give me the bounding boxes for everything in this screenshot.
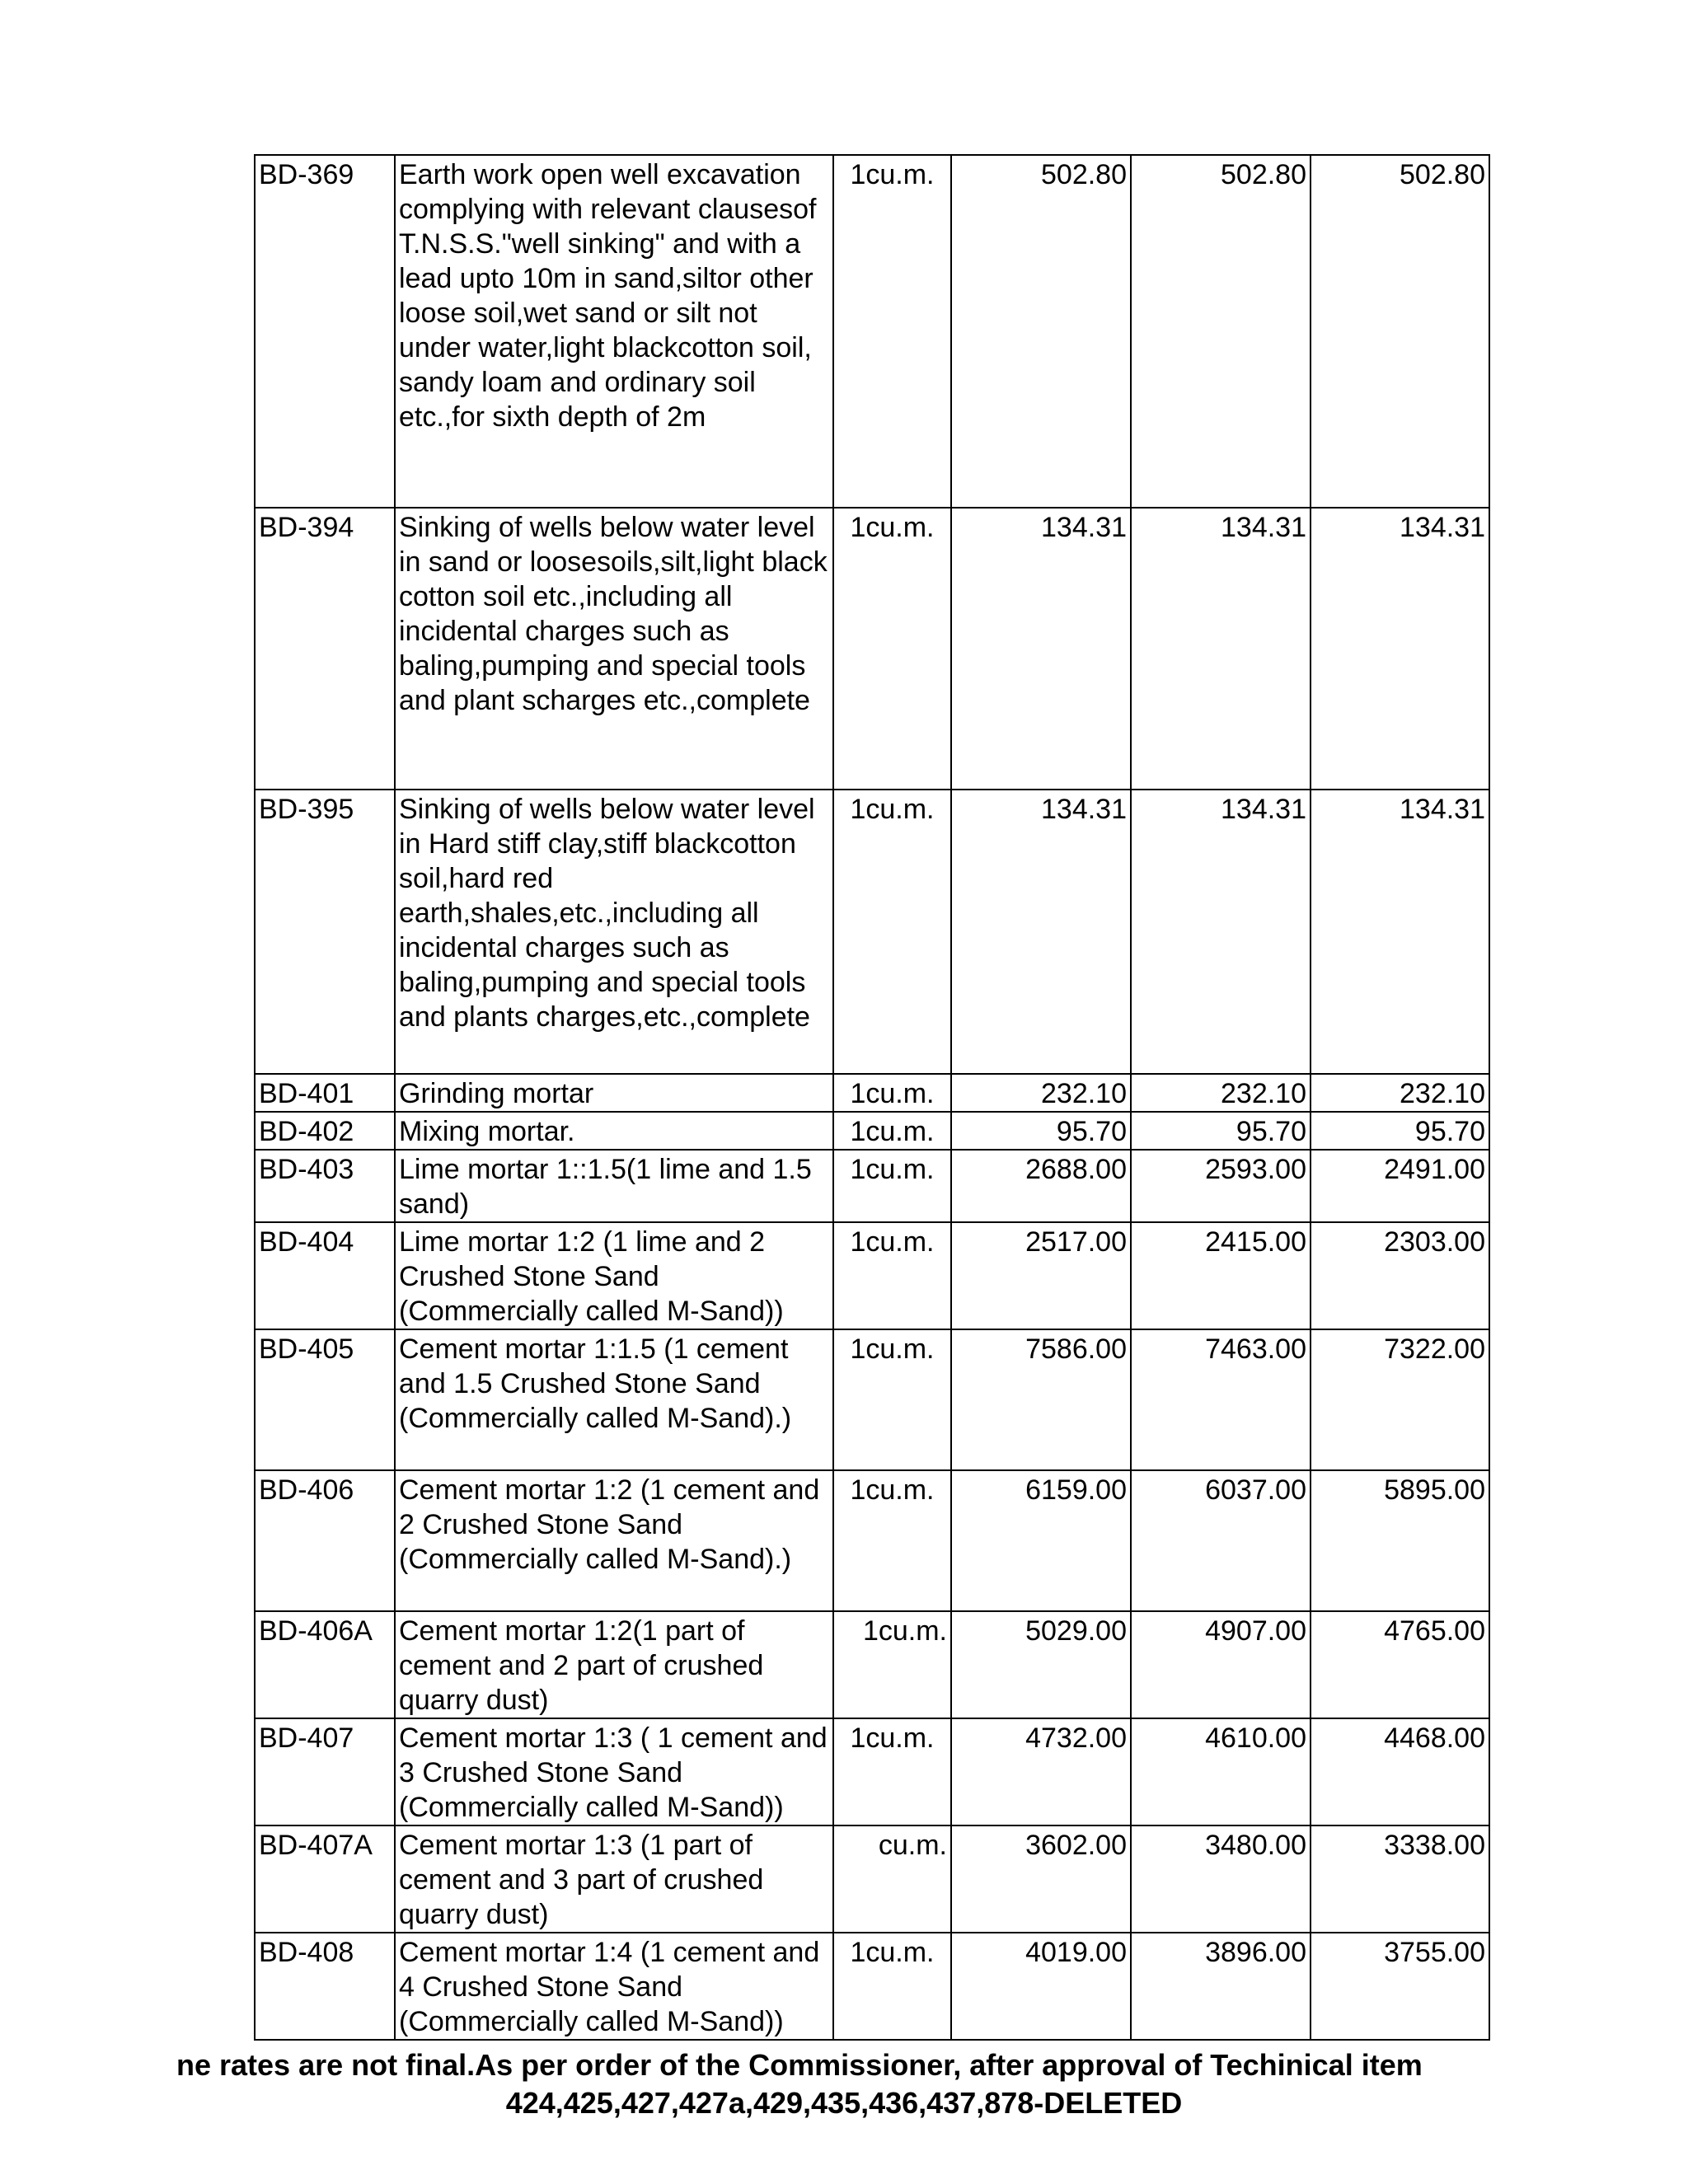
- item-rate-3: 2491.00: [1311, 1150, 1489, 1222]
- item-unit: cu.m.: [833, 1825, 951, 1933]
- item-rate-1: 134.31: [951, 508, 1131, 790]
- item-rate-2: 502.80: [1131, 155, 1311, 508]
- item-description: Grinding mortar: [395, 1074, 833, 1112]
- item-unit: 1cu.m.: [833, 508, 951, 790]
- item-code: BD-394: [255, 508, 395, 790]
- item-code: BD-406A: [255, 1611, 395, 1718]
- item-rate-2: 3896.00: [1131, 1933, 1311, 2040]
- item-description: Cement mortar 1:4 (1 cement and 4 Crushed Stone Sand (Commercially called M-Sand)): [395, 1933, 833, 2040]
- item-rate-3: 4468.00: [1311, 1718, 1489, 1825]
- item-code: BD-404: [255, 1222, 395, 1329]
- item-description: Cement mortar 1:1.5 (1 cement and 1.5 Crushed Stone Sand (Commercially called M-Sand).): [395, 1329, 833, 1470]
- table-row: [255, 1112, 1489, 1150]
- rates-table: [254, 154, 1490, 2041]
- item-rate-2: 232.10: [1131, 1074, 1311, 1112]
- item-code: BD-403: [255, 1150, 395, 1222]
- item-rate-1: 6159.00: [951, 1470, 1131, 1611]
- item-description: Sinking of wells below water level in Hard stiff clay,stiff blackcotton soil,hard red earth,shales,etc.,including all incidental charges such as baling,pumping and special tools and plants charges,etc.,complete: [395, 790, 833, 1074]
- table-row: [255, 155, 1489, 508]
- item-rate-1: 2517.00: [951, 1222, 1131, 1329]
- item-description: Cement mortar 1:3 ( 1 cement and 3 Crushed Stone Sand (Commercially called M-Sand)): [395, 1718, 833, 1825]
- item-rate-1: 3602.00: [951, 1825, 1131, 1933]
- item-rate-1: 5029.00: [951, 1611, 1131, 1718]
- table-row: [255, 1074, 1489, 1112]
- item-code: BD-395: [255, 790, 395, 1074]
- item-rate-2: 4610.00: [1131, 1718, 1311, 1825]
- table-row: [255, 1470, 1489, 1611]
- item-rate-2: 2415.00: [1131, 1222, 1311, 1329]
- item-description: Earth work open well excavation complying with relevant clausesof T.N.S.S."well sinking" and with a lead upto 10m in sand,siltor other loose soil,wet sand or silt not under water,light blackcotton soil, sandy loam and ordinary soil etc.,for sixth depth of 2m: [395, 155, 833, 508]
- item-unit: 1cu.m.: [833, 155, 951, 508]
- item-rate-2: 95.70: [1131, 1112, 1311, 1150]
- item-code: BD-369: [255, 155, 395, 508]
- item-rate-2: 4907.00: [1131, 1611, 1311, 1718]
- item-rate-2: 134.31: [1131, 508, 1311, 790]
- item-rate-3: 5895.00: [1311, 1470, 1489, 1611]
- footer-note-line-2: 424,425,427,427a,429,435,436,437,878-DELETED: [505, 2086, 1183, 2120]
- item-unit: 1cu.m.: [833, 1933, 951, 2040]
- table-row: [255, 1222, 1489, 1329]
- item-unit: 1cu.m.: [833, 1718, 951, 1825]
- table-row: [255, 1150, 1489, 1222]
- item-code: BD-407: [255, 1718, 395, 1825]
- item-unit: 1cu.m.: [833, 1222, 951, 1329]
- table-row: [255, 1825, 1489, 1933]
- item-rate-1: 2688.00: [951, 1150, 1131, 1222]
- item-description: Mixing mortar.: [395, 1112, 833, 1150]
- item-unit: 1cu.m.: [833, 1112, 951, 1150]
- item-code: BD-406: [255, 1470, 395, 1611]
- item-description: Lime mortar 1:2 (1 lime and 2 Crushed Stone Sand (Commercially called M-Sand)): [395, 1222, 833, 1329]
- item-code: BD-402: [255, 1112, 395, 1150]
- item-rate-3: 232.10: [1311, 1074, 1489, 1112]
- item-rate-3: 3338.00: [1311, 1825, 1489, 1933]
- table-row: [255, 790, 1489, 1074]
- item-code: BD-401: [255, 1074, 395, 1112]
- item-description: Cement mortar 1:2 (1 cement and 2 Crushed Stone Sand (Commercially called M-Sand).): [395, 1470, 833, 1611]
- item-rate-2: 6037.00: [1131, 1470, 1311, 1611]
- item-unit: 1cu.m.: [833, 1074, 951, 1112]
- item-code: BD-405: [255, 1329, 395, 1470]
- item-rate-1: 95.70: [951, 1112, 1131, 1150]
- item-rate-2: 2593.00: [1131, 1150, 1311, 1222]
- item-rate-1: 502.80: [951, 155, 1131, 508]
- item-rate-1: 134.31: [951, 790, 1131, 1074]
- item-unit: 1cu.m.: [833, 1611, 951, 1718]
- item-unit: 1cu.m.: [833, 1150, 951, 1222]
- item-rate-3: 502.80: [1311, 155, 1489, 508]
- table-row: [255, 1329, 1489, 1470]
- item-rate-1: 232.10: [951, 1074, 1131, 1112]
- item-rate-1: 7586.00: [951, 1329, 1131, 1470]
- item-rate-3: 3755.00: [1311, 1933, 1489, 2040]
- item-rate-1: 4019.00: [951, 1933, 1131, 2040]
- item-rate-3: 134.31: [1311, 790, 1489, 1074]
- item-rate-3: 4765.00: [1311, 1611, 1489, 1718]
- item-unit: 1cu.m.: [833, 790, 951, 1074]
- item-rate-2: 3480.00: [1131, 1825, 1311, 1933]
- table-row: [255, 508, 1489, 790]
- item-description: Cement mortar 1:2(1 part of cement and 2 part of crushed quarry dust): [395, 1611, 833, 1718]
- item-code: BD-408: [255, 1933, 395, 2040]
- footer-note-line-1: ne rates are not final.As per order of the Commissioner, after approval of Techinical item: [176, 2048, 1423, 2082]
- item-rate-3: 2303.00: [1311, 1222, 1489, 1329]
- item-rate-2: 134.31: [1131, 790, 1311, 1074]
- table-row: [255, 1611, 1489, 1718]
- item-description: Lime mortar 1::1.5(1 lime and 1.5 sand): [395, 1150, 833, 1222]
- item-unit: 1cu.m.: [833, 1329, 951, 1470]
- table-row: [255, 1933, 1489, 2040]
- item-rate-3: 134.31: [1311, 508, 1489, 790]
- item-unit: 1cu.m.: [833, 1470, 951, 1611]
- item-description: Cement mortar 1:3 (1 part of cement and 3 part of crushed quarry dust): [395, 1825, 833, 1933]
- item-rate-1: 4732.00: [951, 1718, 1131, 1825]
- item-rate-3: 7322.00: [1311, 1329, 1489, 1470]
- item-rate-2: 7463.00: [1131, 1329, 1311, 1470]
- table-row: [255, 1718, 1489, 1825]
- item-description: Sinking of wells below water level in sand or loosesoils,silt,light black cotton soil etc.,including all incidental charges such as baling,pumping and special tools and plant scharges etc.,complete: [395, 508, 833, 790]
- item-rate-3: 95.70: [1311, 1112, 1489, 1150]
- item-code: BD-407A: [255, 1825, 395, 1933]
